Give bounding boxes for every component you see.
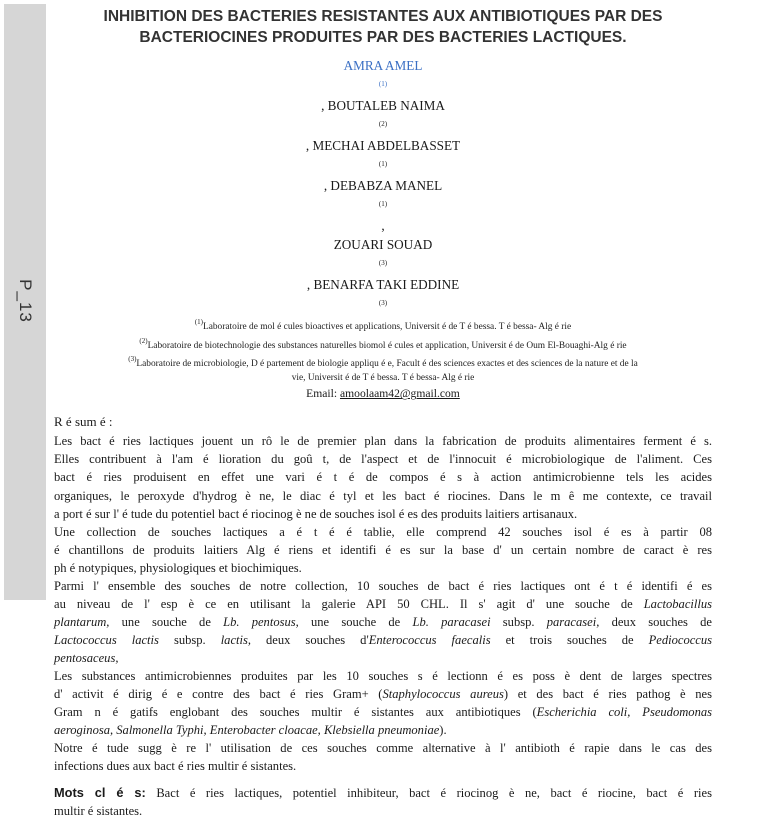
abstract-body — [54, 432, 712, 775]
paragraph: Les bact é ries lactiques jouent un rô le de premier plan dans la fabrication de produits alimentaires ferment é s. Elles contribuent à l'am é lioration du goû t, de l'aspect et de l'innocuit é microbiologique de l'aliment. Ces bact é ries produisent en effet une vari é t é de compos é s à action antimicrobienne tels les acides organiques, le peroxyde d'hydrog è ne, le diac é tyl et les bact é riocines. Dans le m ê me contexte, ce travail a port é sur l' é tude du potentiel bact é riocinog è ne de souches isol é es des produits laitiers artisanaux. — [54, 434, 712, 521]
resume-heading: R é sum é : — [54, 414, 113, 430]
affiliation: $^{(3)}$Laboratoire de microbiologie, D é partement de biologie appliqu é e, Facult é des sciences exactes et des sciences de la nature et de la — [128, 355, 638, 370]
paragraph: Les substances antimicrobiennes produites par les 10 souches s é lectionn é es poss è dent de larges spectres d' activit é dirig é e contre des bact é ries Gram+ (Staphylococcus aureus) et des bact é ries pathog è nes Gram n é gatifs englobant des souches multir é sistantes aux antibiotiques (Escherichia coli, Pseudomonas aeroginosa, Salmonella Typhi, Enterobacter cloacae, Klebsiella pneumoniae). — [54, 668, 712, 738]
title-line: BACTERIOCINES PRODUITES PAR DES BACTERIES LACTIQUES. — [139, 29, 627, 46]
paragraph: Notre é tude sugg è re l' utilisation de ces souches comme alternative à l' antibioth é rapie dans le cas des infections dues aux bact é ries multir é sistantes. — [54, 741, 712, 774]
keywords-label: Mots cl é s: — [54, 785, 146, 801]
first-author: AMRA AMEL $^{(1)}$ — [343, 58, 423, 88]
keywords: Mots cl é s: Bact é ries lactiques, potentiel inhibiteur, bact é riocinog è ne, bact é riocine, bact é ries multir é sistantes. — [54, 785, 712, 819]
affiliation: $^{(1)}$Laboratoire de mol é cules bioactives et applications, Universit é de T é bessa. T é bessa- Alg é rie — [194, 318, 572, 332]
title-line: INHIBITION DES BACTERIES RESISTANTES AUX ANTIBIOTIQUES PAR DES — [103, 8, 663, 25]
paragraph: Parmi l' ensemble des souches de notre collection, 10 souches de bact é ries lactiques ont é t é identifi é es au niveau de l' esp è ce en utilisant la galerie API 50 CHL. Il s' agit d' une souche de Lactobacillus plantarum, une souche de Lb. pentosus, une souche de Lb. paracasei subsp. paracasei, deux souches de Lactococcus lactis subsp. lactis, deux souches d'Enterococcus faecalis et trois souches de Pediococcus pentosaceus, — [54, 578, 713, 665]
affiliations — [54, 316, 712, 385]
page-code: P_13 — [16, 279, 35, 323]
email-line: Email: amoolaam42@gmail.com — [306, 387, 460, 401]
side-bar — [4, 4, 46, 600]
abstract-page — [54, 6, 712, 820]
email-link[interactable]: amoolaam42@gmail.com — [339, 387, 460, 401]
author-line: AMRA AMEL $^{(1)}$ , BOUTALEB NAIMA $^{(2)}$ , MECHAI ABDELBASSET $^{(1)}$ , DEBABZA MANEL $^{(1)}$ , — [54, 56, 712, 235]
affiliation: $^{(2)}$Laboratoire de biotechnologie des substances naturelles biomol é cules et application, Universit é de Oum El-Bouaghi-Alg é rie — [139, 336, 627, 351]
paper-title — [54, 6, 712, 48]
author-line: ZOUARI SOUAD $^{(3)}$ , BENARFA TAKI EDDINE $^{(3)}$ — [306, 237, 460, 307]
affiliation: vie, Universit é de T é bessa. T é bessa- Alg é rie — [291, 372, 475, 383]
author-list — [54, 56, 712, 315]
paragraph: Une collection de souches lactiques a é t é é tablie, elle comprend 42 souches isol é es à partir 08 é chantillons de produits laitiers Alg é riens et identifi é es sur la base d' un certain nombre de caract è res ph é notypiques, physiologiques et biochimiques. — [54, 524, 712, 575]
